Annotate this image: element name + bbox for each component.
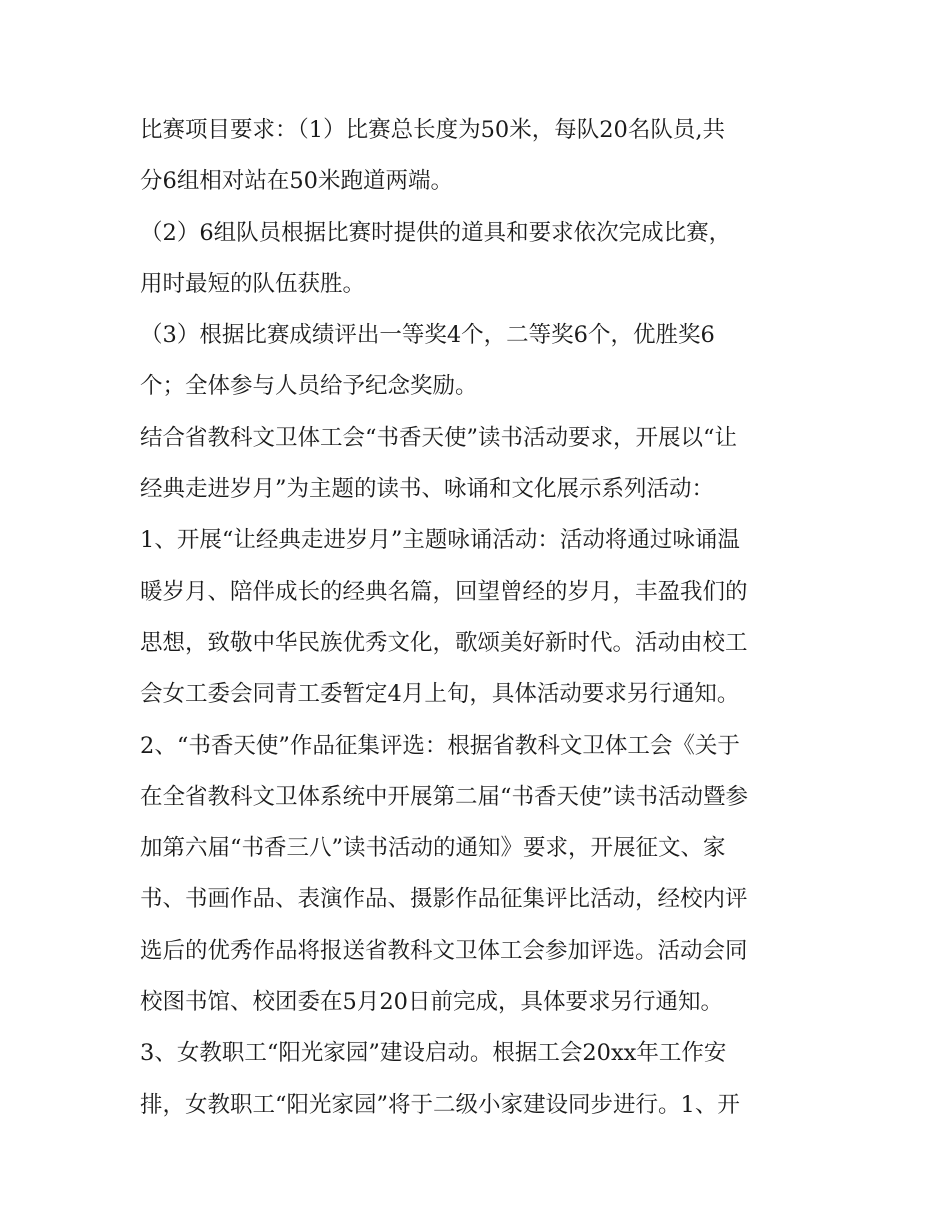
text-line: 1、开展“让经典走进岁月”主题咏诵活动：活动将通过咏诵温 (140, 527, 740, 554)
text-line: 加第六届“书香三八”读书活动的通知》要求，开展征文、家 (140, 835, 726, 862)
text-line: 在全省教科文卫体系统中开展第二届“书香天使”读书活动暨参 (140, 783, 749, 810)
text-line: 选后的优秀作品将报送省教科文卫体工会参加评选。活动会同 (140, 937, 748, 964)
text-line: 3、女教职工“阳光家园”建设启动。根据工会20xx年工作安 (140, 1040, 727, 1067)
text-line: 2、“书香天使”作品征集评选：根据省教科文卫体工会《关于 (140, 732, 740, 759)
text-line: 书、书画作品、表演作品、摄影作品征集评比活动，经校内评 (140, 886, 748, 913)
text-line: 思想，致敬中华民族优秀文化，歌颂美好新时代。活动由校工 (140, 629, 748, 656)
text-line: 会女工委会同青工委暂定4月上旬，具体活动要求另行通知。 (140, 681, 740, 708)
document-body (140, 105, 812, 1131)
text-line: 用时最短的队伍获胜。 (140, 270, 366, 297)
text-line: 分6组相对站在50米跑道两端。 (140, 168, 453, 195)
text-line: 暖岁月、陪伴成长的经典名篇，回望曾经的岁月，丰盈我们的 (140, 578, 748, 605)
text-line: 排，女教职工“阳光家园”将于二级小家建设同步进行。1、开 (140, 1091, 740, 1118)
text-line: （3）根据比赛成绩评出一等奖4个，二等奖6个，优胜奖6 (140, 322, 715, 349)
text-line: 经典走进岁月”为主题的读书、咏诵和文化展示系列活动： (140, 476, 715, 503)
text-line: 校图书馆、校团委在5月20日前完成，具体要求另行通知。 (140, 989, 723, 1016)
text-line: 结合省教科文卫体工会“书香天使”读书活动要求，开展以“让 (140, 424, 738, 451)
text-line: 比赛项目要求：（1）比赛总长度为50米，每队20名队员,共 (140, 117, 725, 143)
text-line: 个；全体参与人员给予纪念奖励。 (140, 373, 478, 400)
text-line: （2）6组队员根据比赛时提供的道具和要求依次完成比赛， (140, 219, 732, 246)
